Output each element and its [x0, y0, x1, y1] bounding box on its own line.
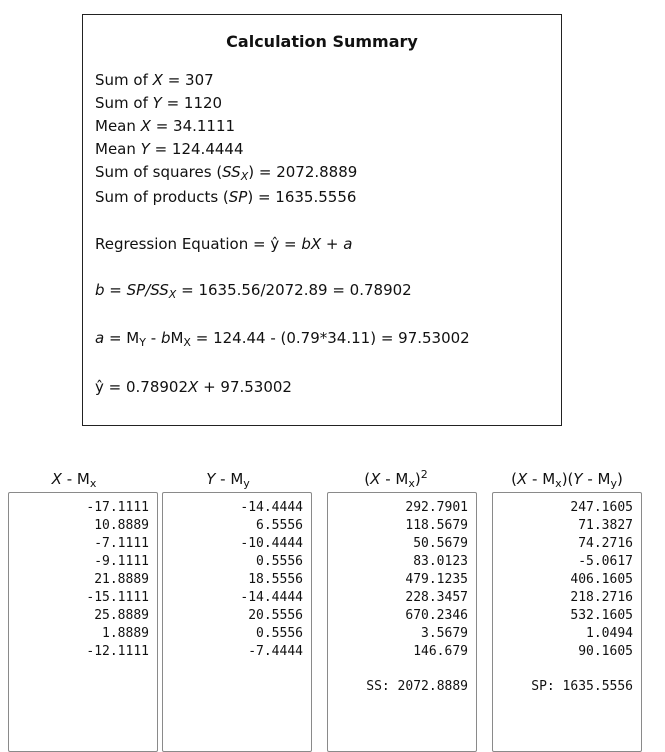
- regression-equation-line: Regression Equation = ŷ = bX + a: [95, 235, 353, 253]
- list-item: 74.2716: [578, 536, 633, 551]
- list-item: 247.1605: [570, 500, 633, 515]
- list-item: 90.1605: [578, 644, 633, 659]
- x-squared-deviation-values: [405, 499, 468, 661]
- summary-title: Calculation Summary: [226, 32, 418, 51]
- list-item: 118.5679: [405, 518, 468, 533]
- x-squared-deviation-textarea[interactable]: [327, 492, 477, 752]
- column-header-y-deviation: Y - $M_y$: [206, 470, 250, 490]
- sum-y-line: Sum of Y = 1120: [95, 94, 223, 112]
- products-values: [570, 499, 633, 661]
- list-item: -5.0617: [578, 554, 633, 569]
- list-item: 21.8889: [94, 572, 149, 587]
- list-item: 1.8889: [102, 626, 149, 641]
- list-item: 406.1605: [570, 572, 633, 587]
- products-textarea[interactable]: [492, 492, 642, 752]
- list-item: -14.4444: [240, 500, 303, 515]
- list-item: 532.1605: [570, 608, 633, 623]
- intercept-line: $a = M_Y - bM_X = 124.44 - (0.79*34.11) = 97.53002$: [95, 329, 470, 349]
- list-item: 0.5556: [256, 626, 303, 641]
- sum-of-products-line: Sum of products (SP) = 1635.5556: [95, 188, 357, 206]
- column-header-products: $(X - M_x)(Y - M_y)$: [511, 470, 623, 490]
- list-item: -9.1111: [94, 554, 149, 569]
- list-item: 228.3457: [405, 590, 468, 605]
- list-item: -7.4444: [248, 644, 303, 659]
- list-item: -10.4444: [240, 536, 303, 551]
- y-deviation-values: [240, 499, 303, 661]
- list-item: 146.679: [413, 644, 468, 659]
- column-header-x-squared-deviation: $(X - M_x)^2$: [364, 468, 428, 490]
- list-item: 83.0123: [413, 554, 468, 569]
- list-item: -14.4444: [240, 590, 303, 605]
- x-deviation-textarea[interactable]: [8, 492, 158, 752]
- list-item: -7.1111: [94, 536, 149, 551]
- mean-y-line: Mean Y = 124.4444: [95, 140, 244, 158]
- list-item: 6.5556: [256, 518, 303, 533]
- list-item: -12.1111: [86, 644, 149, 659]
- list-item: 3.5679: [421, 626, 468, 641]
- mean-x-line: Mean X = 34.1111: [95, 117, 236, 135]
- list-item: 20.5556: [248, 608, 303, 623]
- calculation-summary-panel: [82, 14, 562, 426]
- sp-total: SP: 1635.5556: [531, 679, 633, 694]
- list-item: 10.8889: [94, 518, 149, 533]
- list-item: 18.5556: [248, 572, 303, 587]
- list-item: 0.5556: [256, 554, 303, 569]
- x-deviation-values: [86, 499, 149, 661]
- column-header-x-deviation: X - $M_x$: [51, 470, 97, 490]
- list-item: -15.1111: [86, 590, 149, 605]
- list-item: 218.2716: [570, 590, 633, 605]
- list-item: 50.5679: [413, 536, 468, 551]
- ss-total: SS: 2072.8889: [366, 679, 468, 694]
- y-deviation-textarea[interactable]: [162, 492, 312, 752]
- list-item: 25.8889: [94, 608, 149, 623]
- sum-x-line: Sum of X = 307: [95, 71, 214, 89]
- list-item: 71.3827: [578, 518, 633, 533]
- list-item: -17.1111: [86, 500, 149, 515]
- sum-of-squares-line: Sum of squares $(SS_X) = 2072.8889$: [95, 163, 358, 183]
- list-item: 1.0494: [586, 626, 633, 641]
- list-item: 292.7901: [405, 500, 468, 515]
- prediction-equation-line: ŷ = 0.78902X + 97.53002: [95, 378, 292, 396]
- slope-line: $b = SP/SS_X = 1635.56/2072.89 = 0.78902$: [95, 281, 412, 301]
- list-item: 670.2346: [405, 608, 468, 623]
- list-item: 479.1235: [405, 572, 468, 587]
